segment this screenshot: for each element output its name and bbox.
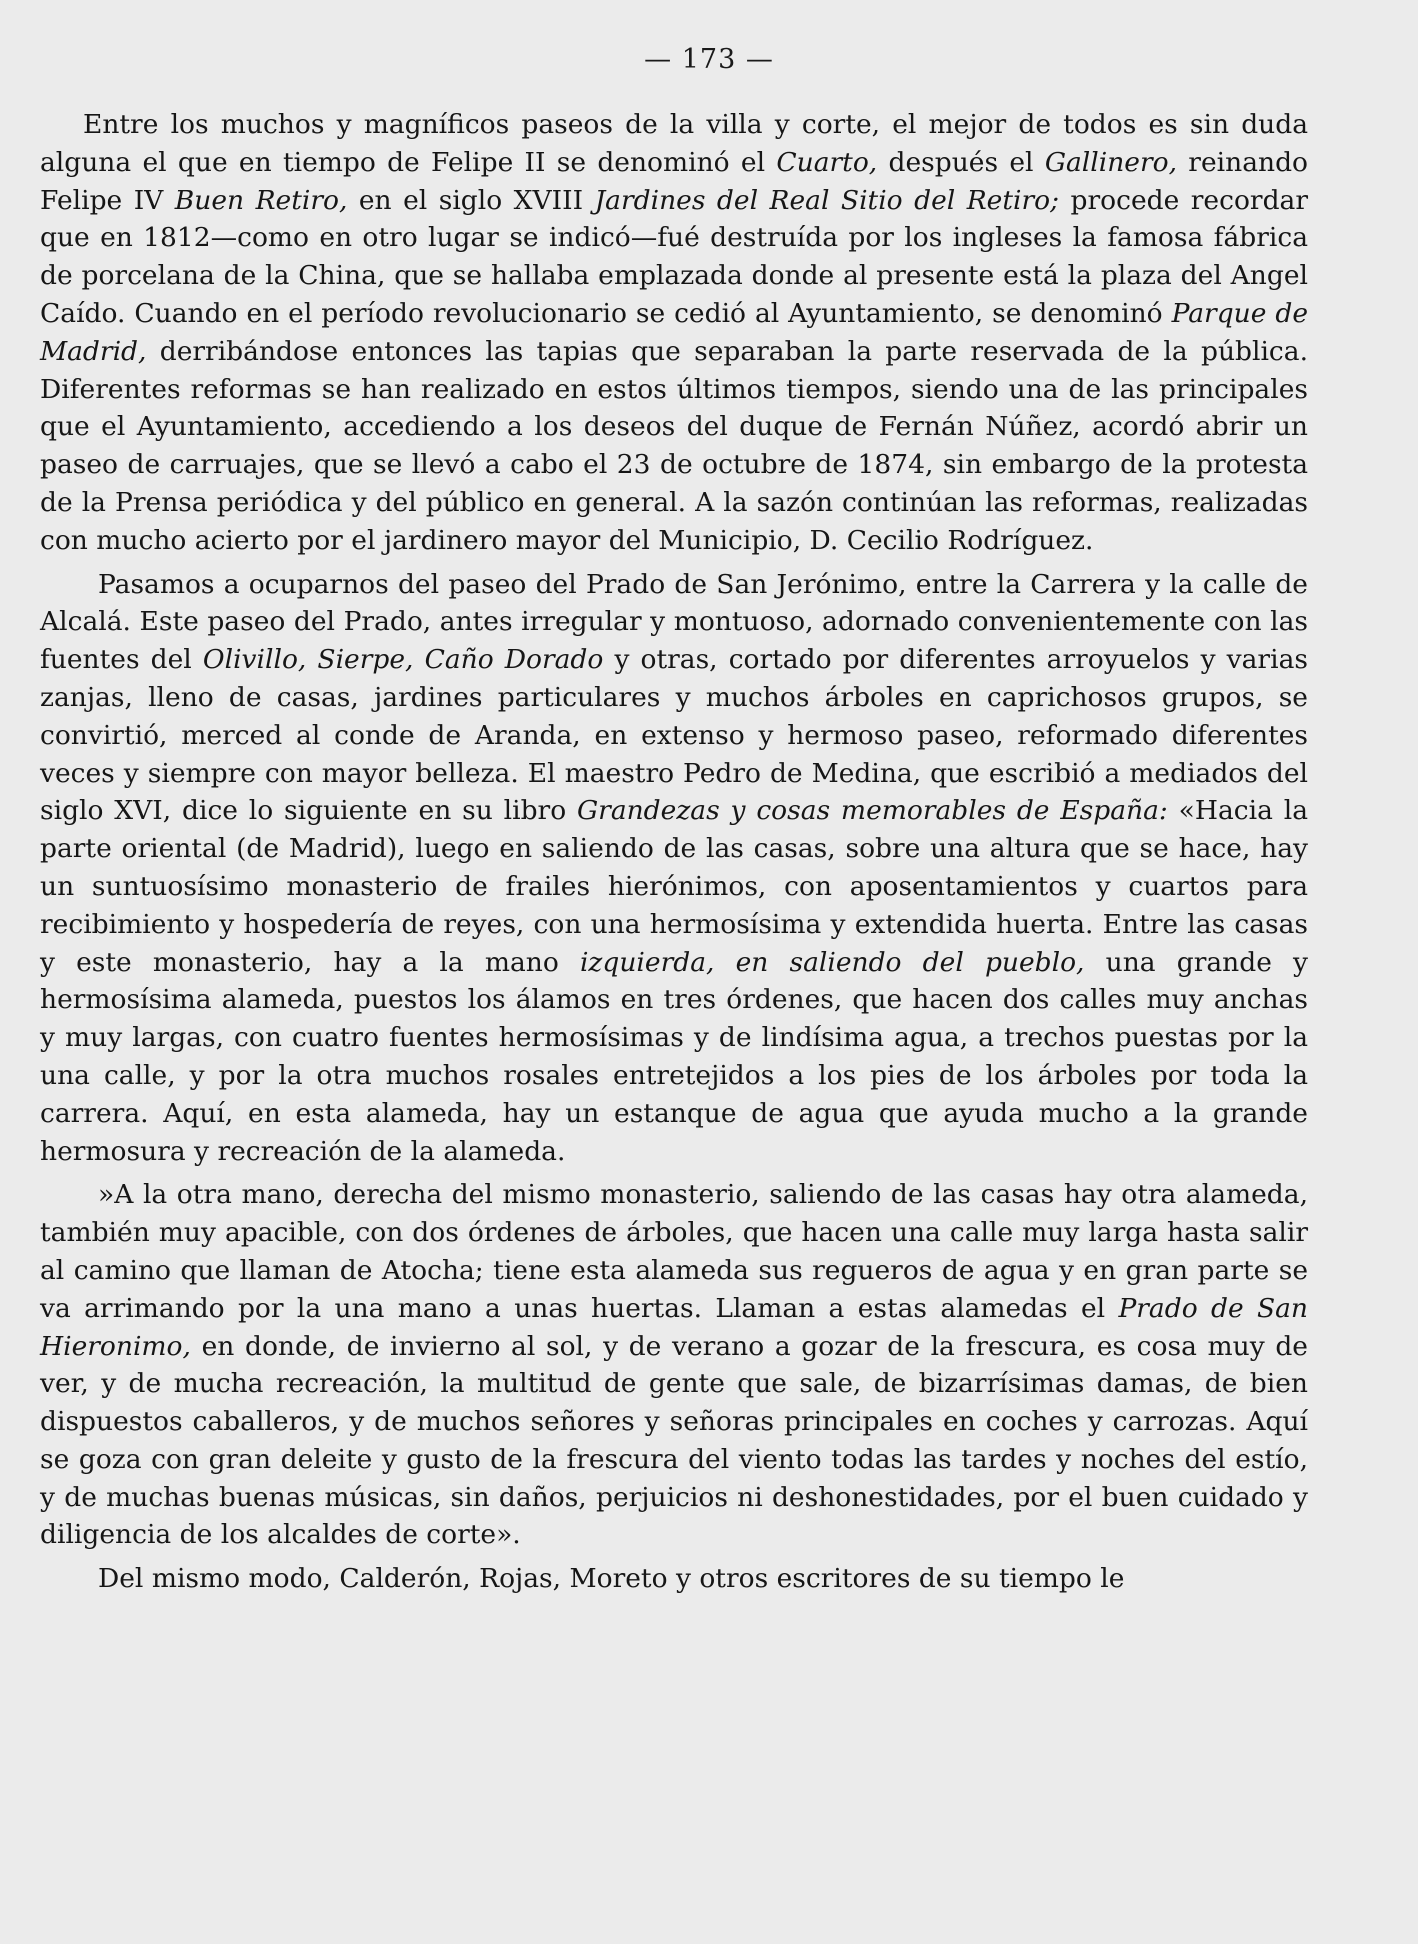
text-segment: una grande y hermosísima alameda, puestos los álamos en tres órdenes, que hacen dos calles muy anchas y muy largas, con cuatro fuentes hermosísimas y de lindísima agua, a trechos puestas por la una calle, y por la otra muchos rosales entretejidos a los pies de los árboles por toda la carrera. Aquí, en esta alameda, hay un estanque de agua que ayuda mucho a la grande hermosura y recreación de la alameda.: [40, 946, 1309, 1167]
italic-segment: Cuarto,: [776, 146, 878, 178]
text-segment: en el siglo XVIII: [347, 184, 595, 216]
text-segment: Del mismo modo, Calderón, Rojas, Moreto y otros escritores de su tiempo le: [98, 1563, 1125, 1595]
italic-segment: Grandezas y cosas memorables de España:: [576, 795, 1168, 827]
text-segment: Pasamos a ocuparnos del paseo del Prado de San Jerónimo, entre la Carrera y la calle de Alcalá. Este paseo del Prado, antes irregular y montuoso, adornado convenientemente con las fuentes del: [40, 568, 1308, 676]
text-segment: y otras, cortado por diferentes arroyuelos y varias zanjas, lleno de casas, jardines particulares y muchos árboles en caprichosos grupos, se convirtió, merced al conde de Aranda, en extenso y hermoso paseo, reformado diferentes veces y siempre con mayor belleza. El maestro Pedro de Medina, que escribió a mediados del siglo XVI, dice lo siguiente en su libro: [40, 644, 1308, 827]
body-text: [40, 106, 1308, 1604]
italic-segment: Prado de San Hieronimo,: [40, 1292, 1308, 1362]
italic-segment: izquierda, en saliendo del pueblo,: [579, 946, 1085, 978]
text-segment: derribándose entonces las tapias que separaban la parte reservada de la pública. Diferentes reformas se han realizado en estos últimos tiempos, siendo una de las principales que el Ayuntamiento, accediendo a los deseos del duque de Fernán Núñez, acordó abrir un paseo de carruajes, que se llevó a cabo el 23 de octubre de 1874, sin embargo de la protesta de la Prensa periódica y del público en general. A la sazón continúan las reformas, realizadas con mucho acierto por el jardinero mayor del Municipio, D. Cecilio Rodríguez.: [40, 335, 1308, 556]
text-segment: «Hacia la parte oriental (de Madrid), luego en saliendo de las casas, sobre una altura que se hace, hay un suntuosísimo monasterio de frailes hierónimos, con aposentamientos y cuartos para recibimiento y hospedería de reyes, con una hermosísima y extendida huerta. Entre las casas y este monasterio, hay a la mano: [40, 795, 1308, 978]
paragraph-4: [40, 1560, 1308, 1598]
italic-segment: Gallinero,: [1044, 146, 1178, 178]
italic-segment: Buen Retiro,: [174, 184, 348, 216]
paragraph-2: [40, 566, 1308, 1171]
italic-segment: Jardines del Real Sitio del Retiro;: [594, 184, 1060, 216]
text-segment: reinando Felipe IV: [40, 146, 1308, 216]
paragraph-3: [40, 1176, 1308, 1554]
paragraph-1: [40, 106, 1308, 560]
text-segment: después el: [877, 146, 1045, 178]
text-segment: en donde, de invierno al sol, y de verano a gozar de la frescura, es cosa muy de ver, y de mucha recreación, la multitud de gente que sale, de bizarrísimas damas, de bien dispuestos caballeros, y de muchos señores y señoras principales en coches y carrozas. Aquí se goza con gran deleite y gusto de la frescura del viento todas las tardes y noches del estío, y de muchas buenas músicas, sin daños, perjuicios ni deshonestidades, por el buen cuidado y diligencia de los alcaldes de corte».: [40, 1330, 1308, 1551]
italic-segment: Parque de Madrid,: [40, 297, 1309, 367]
text-segment: »A la otra mano, derecha del mismo monasterio, saliendo de las casas hay otra alameda, también muy apacible, con dos órdenes de árboles, que hacen una calle muy larga hasta salir al camino que llaman de Atocha; tiene esta alameda sus regueros de agua y en gran parte se va arrimando por la una mano a unas huertas. Llaman a estas alamedas el: [40, 1179, 1308, 1324]
text-segment: Entre los muchos y magníficos paseos de la villa y corte, el mejor de todos es sin duda alguna el que en tiempo de Felipe II se denominó el: [40, 109, 1308, 178]
italic-segment: Olivillo, Sierpe, Caño Dorado: [202, 644, 604, 676]
page-number: — 173 —: [644, 44, 774, 75]
text-segment: procede recordar que en 1812—como en otro lugar se indicó—fué destruída por los ingleses la famosa fábrica de porcelana de la China, que se hallaba emplazada donde al presente está la plaza del Angel Caído. Cuando en el período revolucionario se cedió al Ayuntamiento, se denominó: [40, 184, 1308, 329]
